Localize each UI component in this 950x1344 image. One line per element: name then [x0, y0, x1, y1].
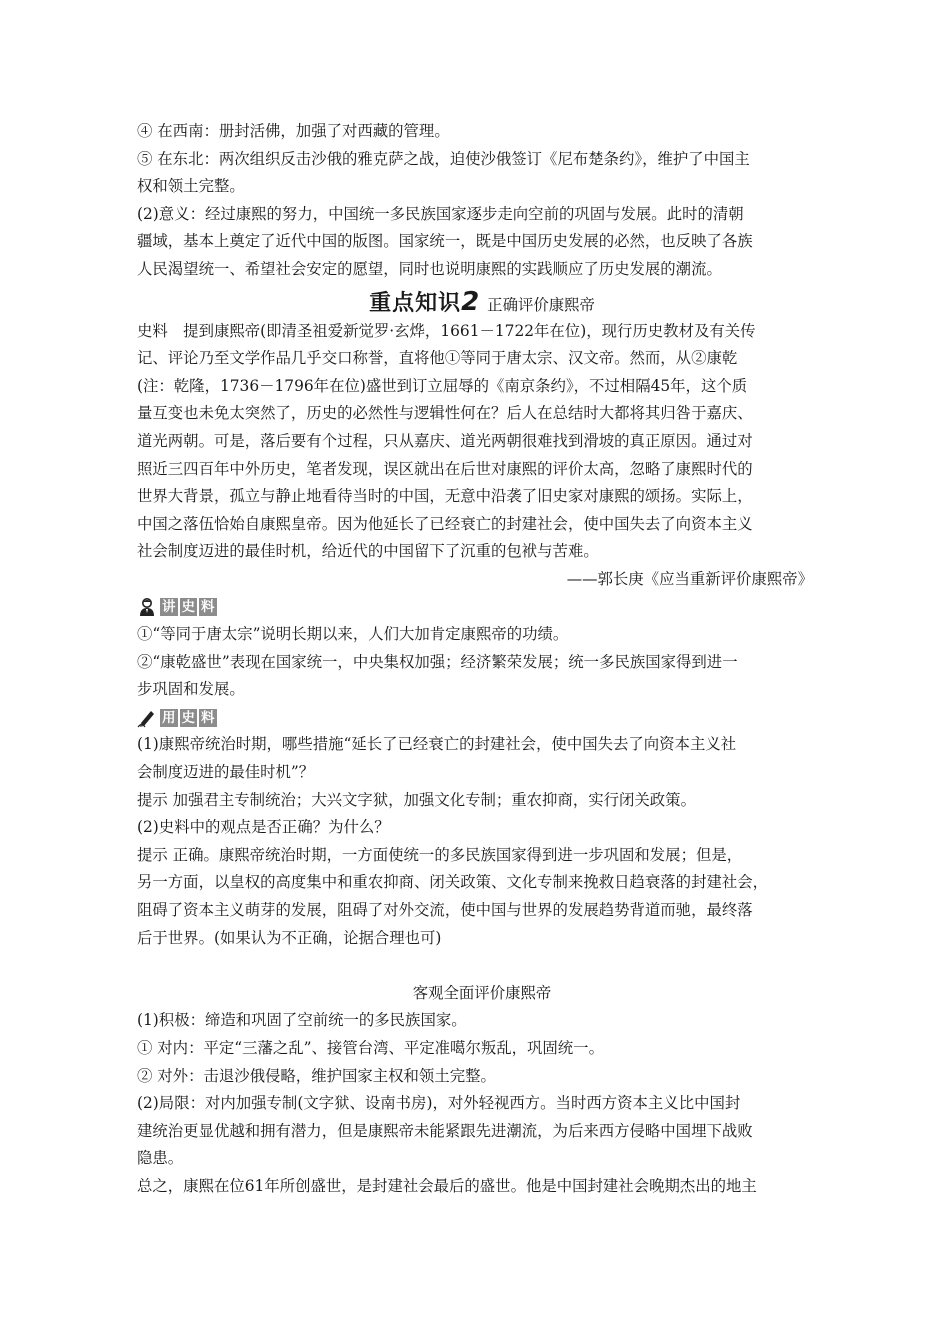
- text-line: (2)史料中的观点是否正确？为什么？: [137, 818, 390, 837]
- text-line: ⑤ 在东北：两次组织反击沙俄的雅克萨之战，迫使沙俄签订《尼布楚条约》，维护了中国主: [137, 149, 750, 168]
- text-line: 记、评论乃至文学作品几乎交口称誉，直将他①等同于唐太宗、汉文帝。然而，从②康乾: [137, 349, 738, 368]
- text-line: 阻碍了资本主义萌芽的发展，阻碍了对外交流，使中国与世界的发展趋势背道而驰，最终落: [137, 901, 753, 920]
- tag-char: 讲: [162, 599, 176, 616]
- text-line: ① 对内：平定“三藩之乱”、接管台湾、平定准噶尔叛乱，巩固统一。: [137, 1039, 604, 1057]
- text-line: 总之，康熙在位61年所创盛世，是封建社会最后的盛世。他是中国封建社会晚期杰出的地主: [137, 1176, 757, 1195]
- text-line: (1)康熙帝统治时期，哪些措施“延长了已经衰亡的封建社会，使中国失去了向资本主义社: [137, 735, 737, 754]
- blank-line: [137, 952, 827, 980]
- section-heading-main: 重点知识: [369, 290, 462, 316]
- text-line: 另一方面，以皇权的高度集中和重农抑商、闭关政策、文化专制来挽救日趋衰落的封建社会，: [137, 873, 769, 892]
- section-heading-number: 2: [461, 286, 480, 317]
- tag-char: 用: [162, 709, 176, 726]
- text-line: 中国之落伍恰始自康熙皇帝。因为他延长了已经衰亡的封建社会，使中国失去了向资本主义: [137, 514, 753, 533]
- pen-writing-icon: [137, 708, 157, 728]
- text-line: 量互变也未免太突然了，历史的必然性与逻辑性何在？后人在总结时大都将其归咎于嘉庆、: [137, 404, 753, 423]
- text-line: 权和领土完整。: [137, 177, 245, 196]
- text-line: 会制度迈进的最佳时机”？: [137, 763, 315, 782]
- text-line: 疆域，基本上奠定了近代中国的版图。国家统一，既是中国历史发展的必然，也反映了各族: [137, 232, 753, 251]
- tag-char: 料: [201, 709, 215, 726]
- tag-char: 料: [201, 599, 215, 616]
- text-line: (1)积极：缔造和巩固了空前统一的多民族国家。: [137, 1011, 467, 1030]
- intro-section: [137, 118, 827, 284]
- explain-section: [137, 621, 827, 704]
- text-line: 建统治更显优越和拥有潜力，但是康熙帝未能紧跟先进潮流，为后来西方侵略中国埋下战败: [137, 1121, 753, 1140]
- explain-source-tag: [137, 594, 827, 622]
- text-line: (2)意义：经过康熙的努力，中国统一多民族国家逐步走向空前的巩固与发展。此时的清朝: [137, 204, 744, 223]
- tag-char: 史: [181, 709, 195, 726]
- section-heading: [137, 286, 827, 318]
- text-line: ② 对外：击退沙俄侵略，维护国家主权和领土完整。: [137, 1066, 496, 1085]
- tag-char: 史: [181, 599, 195, 616]
- use-section: [137, 731, 827, 952]
- text-line: (注：乾隆，1736－1796年在位)盛世到订立屈辱的《南京条约》，不过相隔45年，这个质: [137, 376, 748, 395]
- use-source-tag: [137, 704, 827, 732]
- summary-title: 客观全面评价康熙帝: [412, 983, 552, 1002]
- source-attribution: ——郭长庚《应当重新评价康熙帝》: [566, 569, 813, 588]
- text-line: 史料 提到康熙帝(即清圣祖爱新觉罗·玄烨，1661－1722年在位)，现行历史教材及有关传: [137, 321, 756, 340]
- text-line: 道光两朝。可是，落后要有个过程，只从嘉庆、道光两朝很难找到滑坡的真正原因。通过对: [137, 431, 753, 450]
- text-line: 人民渴望统一、希望社会安定的愿望，同时也说明康熙的实践顺应了历史发展的潮流。: [137, 259, 722, 278]
- source-passage: [137, 318, 827, 594]
- teacher-icon: [137, 597, 157, 617]
- text-line: ④ 在西南：册封活佛，加强了对西藏的管理。: [137, 122, 450, 140]
- text-line: 隐患。: [137, 1149, 184, 1168]
- text-line: 社会制度迈进的最佳时机，给近代的中国留下了沉重的包袱与苦难。: [137, 542, 599, 561]
- summary-section: [137, 980, 827, 1201]
- text-line: 提示 加强君主专制统治；大兴文字狱，加强文化专制；重农抑商，实行闭关政策。: [137, 790, 696, 809]
- text-line: 提示 正确。康熙帝统治时期，一方面使统一的多民族国家得到进一步巩固和发展；但是，: [137, 845, 743, 864]
- text-line: ②“康乾盛世”表现在国家统一，中央集权加强；经济繁荣发展；统一多民族国家得到进一: [137, 652, 738, 671]
- text-line: 照近三四百年中外历史，笔者发现，误区就出在后世对康熙的评价太高，忽略了康熙时代的: [137, 459, 753, 478]
- text-line: 后于世界。(如果认为不正确，论据合理也可): [137, 928, 442, 947]
- text-line: 步巩固和发展。: [137, 680, 245, 699]
- text-line: (2)局限：对内加强专制(文字狱、设南书房)，对外轻视西方。当时西方资本主义比中国封: [137, 1094, 741, 1113]
- section-heading-subtitle: 正确评价康熙帝: [487, 295, 595, 314]
- text-line: 世界大背景，孤立与静止地看待当时的中国，无意中沿袭了旧史家对康熙的颂扬。实际上，: [137, 487, 753, 506]
- document-page: [137, 118, 827, 1201]
- text-line: ①“等同于唐太宗”说明长期以来，人们大加肯定康熙帝的功绩。: [137, 625, 569, 644]
